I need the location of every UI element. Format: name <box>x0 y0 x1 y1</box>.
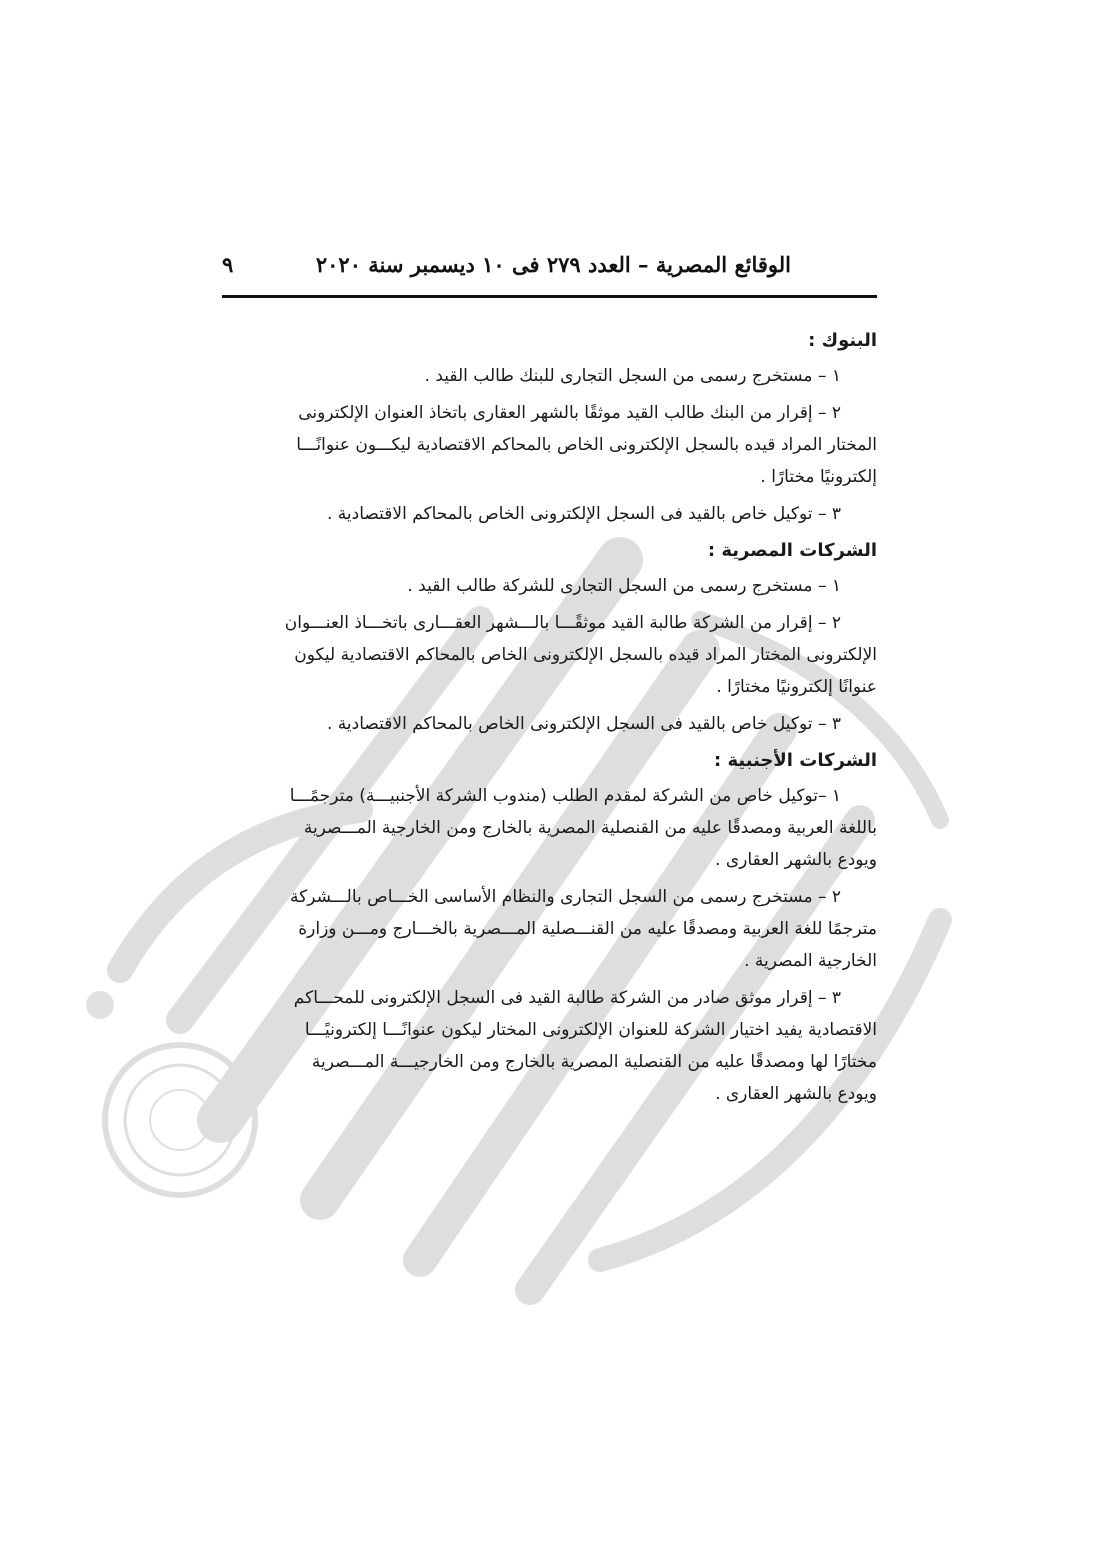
item-line: ١ –توكيل خاص من الشركة لمقدم الطلب (مندوب الشركة الأجنبيـــة) مترجمًـــا <box>289 786 841 806</box>
item-line: المختار المراد قيده بالسجل الإلكترونى الخاص بالمحاكم الاقتصادية ليكـــون عنوانًـــا <box>296 435 877 455</box>
item-line: عنوانًا إلكترونيًا مختارًا . <box>716 677 877 697</box>
item-line: باللغة العربية ومصدقًا عليه من القنصلية المصرية بالخارج ومن الخارجية المـــصرية <box>303 818 877 838</box>
item-line: الخارجية المصرية . <box>744 951 877 971</box>
item-line: ١ – مستخرج رسمى من السجل التجارى للبنك طالب القيد . <box>424 366 841 386</box>
item-line: ١ – مستخرج رسمى من السجل التجارى للشركة طالب القيد . <box>407 576 841 596</box>
item-line: ٣ – إقرار موثق صادر من الشركة طالبة القيد فى السجل الإلكترونى للمحـــاكم <box>293 988 841 1008</box>
item-line: مترجمًا للغة العربية ومصدقًا عليه من القنـــصلية المـــصرية بالخـــارج ومـــن وزارة <box>298 919 877 939</box>
list-item <box>222 985 877 1107</box>
list-item <box>222 363 877 389</box>
document-body <box>222 328 877 1118</box>
section-egyptian-companies <box>222 538 877 737</box>
item-line: ٢ – إقرار من البنك طالب القيد موثقًا بالشهر العقارى باتخاذ العنوان الإلكترونى <box>298 403 841 423</box>
list-item <box>222 610 877 700</box>
list-item <box>222 884 877 974</box>
item-line: ويودع بالشهر العقارى . <box>715 850 877 870</box>
section-heading: الشركات الأجنبية : <box>714 750 877 771</box>
item-line: الإلكترونى المختار المراد قيده بالسجل الإلكترونى الخاص بالمحاكم الاقتصادية ليكون <box>294 645 877 665</box>
header-divider <box>222 295 877 298</box>
item-line: ٣ – توكيل خاص بالقيد فى السجل الإلكترونى الخاص بالمحاكم الاقتصادية . <box>326 504 841 524</box>
list-item <box>222 501 877 527</box>
gazette-header-title: الوقائع المصرية – العدد ٢٧٩ فى ١٠ ديسمبر سنة ٢٠٢٠ <box>315 252 791 277</box>
item-line: ٢ – مستخرج رسمى من السجل التجارى والنظام الأساسى الخـــاص بالـــشركة <box>289 887 841 907</box>
section-banks <box>222 328 877 527</box>
item-line: مختارًا لها ومصدقًا عليه من القنصلية المصرية بالخارج ومن الخارجيـــة المـــصرية <box>311 1052 877 1072</box>
section-foreign-companies <box>222 748 877 1107</box>
section-heading: البنوك : <box>808 330 877 351</box>
section-heading: الشركات المصرية : <box>707 540 877 561</box>
item-line: ٢ – إقرار من الشركة طالبة القيد موثقًـــا بالـــشهر العقـــارى باتخـــاذ العنـــوان <box>284 613 841 633</box>
item-line: ٣ – توكيل خاص بالقيد فى السجل الإلكترونى الخاص بالمحاكم الاقتصادية . <box>326 714 841 734</box>
list-item <box>222 573 877 599</box>
list-item <box>222 711 877 737</box>
page-header <box>222 248 877 296</box>
item-line: ويودع بالشهر العقارى . <box>715 1084 877 1104</box>
page-number: ٩ <box>222 252 234 277</box>
list-item <box>222 400 877 490</box>
item-line: إلكترونيًا مختارًا . <box>760 467 877 487</box>
item-line: الاقتصادية يفيد اختيار الشركة للعنوان الإلكترونى المختار ليكون عنوانًـــا إلكترونيًـــا <box>304 1020 877 1040</box>
list-item <box>222 783 877 873</box>
